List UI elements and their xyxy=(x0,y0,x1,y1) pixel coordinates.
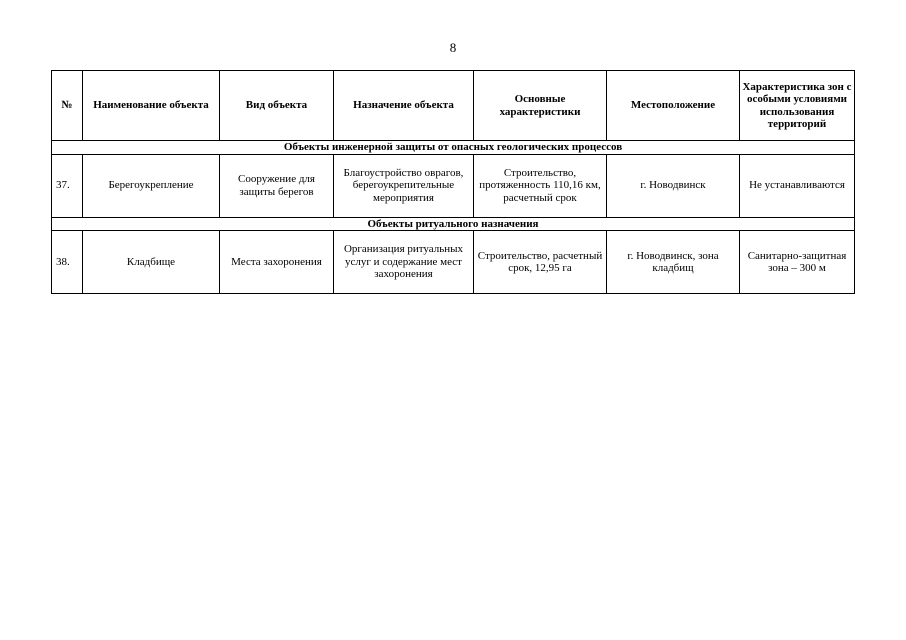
page-number: 8 xyxy=(449,40,457,55)
header-row xyxy=(52,71,855,141)
cell-number: 38. xyxy=(52,231,83,294)
header-object-type: Вид объекта xyxy=(220,71,334,141)
table-row xyxy=(52,154,855,217)
section-row xyxy=(52,141,855,155)
cell-object-name: Кладбище xyxy=(83,231,220,294)
cell-object-purpose: Благоустройство оврагов, берегоукрепительные мероприятия xyxy=(334,154,474,217)
header-object-purpose: Назначение объекта xyxy=(334,71,474,141)
objects-table xyxy=(51,70,855,294)
cell-special-zones: Не устанавливаются xyxy=(740,154,855,217)
header-object-name: Наименование объекта xyxy=(83,71,220,141)
header-number: № xyxy=(52,71,83,141)
section-title: Объекты ритуального назначения xyxy=(52,217,855,231)
header-main-characteristics: Основные характеристики xyxy=(474,71,607,141)
header-location: Местоположение xyxy=(607,71,740,141)
cell-object-purpose: Организация ритуальных услуг и содержание мест захоронения xyxy=(334,231,474,294)
cell-object-name: Берегоукрепление xyxy=(83,154,220,217)
cell-number: 37. xyxy=(52,154,83,217)
cell-object-type: Сооружение для защиты берегов xyxy=(220,154,334,217)
cell-special-zones: Санитарно-защитная зона – 300 м xyxy=(740,231,855,294)
cell-location: г. Новодвинск, зона кладбищ xyxy=(607,231,740,294)
header-special-zones: Характеристика зон с особыми условиями использования территорий xyxy=(740,71,855,141)
table-row xyxy=(52,231,855,294)
cell-location: г. Новодвинск xyxy=(607,154,740,217)
section-title: Объекты инженерной защиты от опасных геологических процессов xyxy=(52,141,855,155)
cell-object-type: Места захоронения xyxy=(220,231,334,294)
cell-main-characteristics: Строительство, расчетный срок, 12,95 га xyxy=(474,231,607,294)
section-row xyxy=(52,217,855,231)
cell-main-characteristics: Строительство, протяженность 110,16 км, расчетный срок xyxy=(474,154,607,217)
